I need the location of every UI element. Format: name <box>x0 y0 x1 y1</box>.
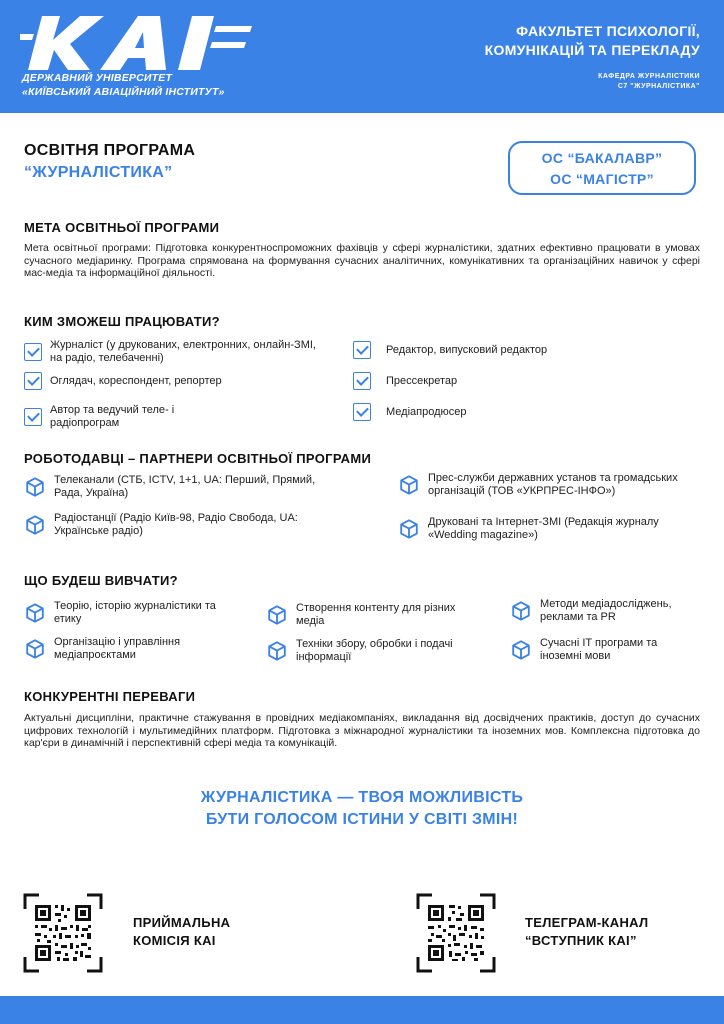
qr-code-admissions[interactable] <box>23 893 103 973</box>
study-item <box>266 602 486 627</box>
study-heading: ЩО БУДЕШ ВИВЧАТИ? <box>24 573 178 588</box>
career-item-label: Прессекретар <box>386 374 458 387</box>
career-item-label: Журналіст (у друкованих, електронних, онлайн-ЗМІ, на радіо, телебаченні) <box>50 339 316 364</box>
cube-icon <box>24 476 46 498</box>
advantages-heading: КОНКУРЕНТНІ ПЕРЕВАГИ <box>24 689 196 704</box>
university-name-line1: ДЕРЖАВНИЙ УНІВЕРСИТЕТ <box>22 72 173 84</box>
career-item <box>24 372 334 390</box>
cube-icon <box>398 518 420 540</box>
cube-icon <box>266 640 288 662</box>
program-title: ОСВІТНЯ ПРОГРАМА <box>24 142 196 159</box>
study-item-label: Сучасні IT програми та іноземні мови <box>540 637 658 662</box>
qr-label-admissions-line1: ПРИЙМАЛЬНА <box>133 915 231 930</box>
cube-icon <box>266 604 288 626</box>
qr-code-icon <box>23 893 103 973</box>
qr-label-telegram <box>525 914 648 950</box>
checkbox-icon <box>353 341 371 359</box>
slogan <box>0 787 724 831</box>
program-name: “ЖУРНАЛІСТИКА” <box>24 164 173 181</box>
study-item <box>24 636 244 661</box>
cube-icon <box>24 514 46 536</box>
qr-label-telegram-line1: ТЕЛЕГРАМ-КАНАЛ <box>525 915 649 930</box>
faculty-line2: КОМУНІКАЦІЙ ТА ПЕРЕКЛАДУ <box>484 42 700 58</box>
study-item <box>510 637 710 662</box>
advantages-text: Актуальні дисципліни, практичне стажування в провідних медіакомпаніях, викладання від досвідчених практиків, доступ до сучасних цифрових технологій і мультимедійних платформ. Підготовка з міжнародної журналістики та іноземних мов. Комплексна підготовка до кар'єри в динамічній і перспективній сфері медіа та комунікацій. <box>24 712 700 749</box>
qr-code-telegram[interactable] <box>416 893 496 973</box>
department-line1: КАФЕДРА ЖУРНАЛІСТИКИ <box>598 73 700 80</box>
header-band <box>0 0 724 113</box>
checkbox-icon <box>24 343 42 361</box>
partner-item <box>398 472 703 497</box>
career-item <box>353 341 693 359</box>
study-item-label: Організацію і управління медіапроєктами <box>54 636 181 661</box>
study-item <box>510 598 710 623</box>
slogan-line2: БУТИ ГОЛОСОМ ІСТИНИ У СВІТІ ЗМІН! <box>205 811 519 828</box>
faculty-name <box>485 22 700 60</box>
slogan-line1: ЖУРНАЛІСТИКА — ТВОЯ МОЖЛИВІСТЬ <box>200 789 524 806</box>
qr-label-admissions-line2: КОМІСІЯ КАІ <box>133 933 216 948</box>
career-item-label: Автор та ведучий теле- і радіопрограм <box>50 404 175 429</box>
kai-logo <box>20 12 252 74</box>
career-item <box>24 339 334 364</box>
checkbox-icon <box>24 372 42 390</box>
checkbox-icon <box>353 403 371 421</box>
study-item-label: Теорію, історію журналістики та етику <box>54 600 216 625</box>
partner-item-label: Телеканали (СТБ, ICTV, 1+1, UA: Перший, Прямий, Рада, Україна) <box>54 474 316 499</box>
career-item <box>24 404 334 429</box>
career-item-label: Оглядач, кореспондент, репортер <box>50 374 222 387</box>
cube-icon <box>510 600 532 622</box>
cube-icon <box>510 639 532 661</box>
checkbox-icon <box>24 408 42 426</box>
study-item-label: Техніки збору, обробки і подачі інформації <box>296 638 453 663</box>
career-item <box>353 372 693 390</box>
cube-icon <box>398 474 420 496</box>
footer-band <box>0 996 724 1024</box>
partner-item <box>24 474 354 499</box>
degree-bachelor: ОС “БАКАЛАВР” <box>541 150 663 166</box>
qr-label-telegram-line2: “ВСТУПНИК КАІ” <box>525 933 637 948</box>
department <box>598 72 700 92</box>
qr-code-icon <box>416 893 496 973</box>
partner-item <box>398 516 703 541</box>
cube-icon <box>24 638 46 660</box>
degree-box <box>508 141 696 195</box>
cube-icon <box>24 602 46 624</box>
study-item-label: Методи медіадосліджень, реклами та PR <box>540 598 672 623</box>
partner-item-label: Прес-служби державних установ та громадських організацій (ТОВ «УКРПРЕС-ІНФО») <box>428 472 678 497</box>
partners-heading: РОБОТОДАВЦІ – ПАРТНЕРИ ОСВІТНЬОЇ ПРОГРАМИ <box>24 451 372 466</box>
partner-item-label: Друковані та Інтернет-ЗМІ (Редакція журналу «Wedding magazine») <box>428 516 659 541</box>
study-item-label: Створення контенту для різних медіа <box>296 602 456 627</box>
degree-master: ОС “МАГІСТР” <box>550 171 654 187</box>
department-line2: С7 "ЖУРНАЛІСТИКА" <box>617 83 700 90</box>
goal-text: Мета освітньої програми: Підготовка конкурентноспроможних фахівців у сфері журналістики, здатних ефективно працювати в умовах сучасного медіаринку. Програма спрямована на формування сучасних аналітичних, комунікативних та організаційних навичок у сфері мас-медіа та інформаційної діяльності. <box>24 242 700 279</box>
study-item <box>24 600 244 625</box>
qr-label-admissions <box>133 914 230 950</box>
career-item-label: Медіапродюсер <box>386 405 467 418</box>
partner-item <box>24 512 354 537</box>
goal-heading: МЕТА ОСВІТНЬОЇ ПРОГРАМИ <box>24 220 220 235</box>
study-item <box>266 638 486 663</box>
career-item-label: Редактор, випусковий редактор <box>386 343 548 356</box>
partner-item-label: Радіостанції (Радіо Київ-98, Радіо Свобода, UA: Українське радіо) <box>54 512 298 537</box>
checkbox-icon <box>353 372 371 390</box>
careers-heading: КИМ ЗМОЖЕШ ПРАЦЮВАТИ? <box>24 314 220 329</box>
university-name-line2: «КИЇВСЬКИЙ АВІАЦІЙНИЙ ІНСТИТУТ» <box>22 86 225 98</box>
career-item <box>353 403 693 421</box>
faculty-line1: ФАКУЛЬТЕТ ПСИХОЛОГІЇ, <box>516 23 700 39</box>
